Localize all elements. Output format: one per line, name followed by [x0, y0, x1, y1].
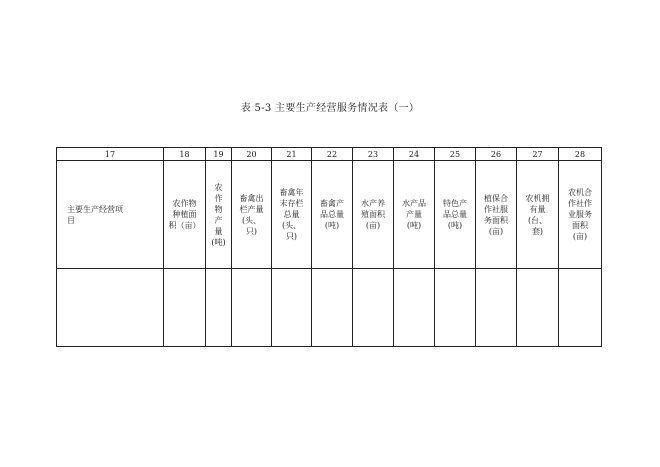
column-number: 27	[517, 148, 559, 161]
data-cell[interactable]	[517, 269, 559, 347]
header-livestock-products: 畜禽产 品总量 (吨)	[320, 199, 344, 230]
column-number: 26	[476, 148, 517, 161]
column-number: 19	[206, 148, 232, 161]
data-cell[interactable]	[476, 269, 517, 347]
header-cell	[164, 161, 206, 269]
data-cell[interactable]	[435, 269, 476, 347]
table-title: 表 5-3 主要生产经营服务情况表（一）	[240, 103, 420, 114]
header-machinery-count: 农机拥 有量 (台、 套)	[525, 193, 550, 236]
header-aquatic-output: 水产品 产量 (吨)	[402, 199, 426, 230]
header-cell	[57, 161, 164, 269]
service-table	[56, 147, 602, 347]
data-cell[interactable]	[353, 269, 394, 347]
header-plant-protection-area: 植保合 作社服 务面积 (亩)	[484, 193, 508, 236]
column-number: 20	[232, 148, 272, 161]
table-row	[57, 269, 602, 347]
column-number: 25	[435, 148, 476, 161]
column-number: 24	[394, 148, 435, 161]
data-cell[interactable]	[164, 269, 206, 347]
column-header-row	[57, 161, 602, 269]
column-number: 23	[353, 148, 394, 161]
header-cell	[353, 161, 394, 269]
header-cell	[394, 161, 435, 269]
header-aquaculture-area: 水产养 殖面积 (亩)	[361, 199, 385, 230]
data-cell[interactable]	[272, 269, 312, 347]
data-cell[interactable]	[559, 269, 602, 347]
column-number: 18	[164, 148, 206, 161]
header-cell	[559, 161, 602, 269]
header-cell	[312, 161, 353, 269]
header-crop-yield: 农 作 物 产 量 (吨)	[211, 182, 226, 247]
data-cell[interactable]	[206, 269, 232, 347]
header-livestock-output: 畜禽出 栏产量 (头、 只)	[239, 193, 264, 236]
header-main-project: 主要生产经营项 目	[67, 204, 123, 225]
column-number-row	[57, 148, 602, 161]
header-cell	[435, 161, 476, 269]
data-cell[interactable]	[57, 269, 164, 347]
header-machinery-service-area: 农机合 作社作 业服务 面积 (亩)	[568, 188, 592, 241]
data-cell[interactable]	[394, 269, 435, 347]
data-cell[interactable]	[312, 269, 353, 347]
header-specialty-products: 特色产 品总量 (吨)	[443, 199, 467, 230]
header-cell	[517, 161, 559, 269]
header-cell	[476, 161, 517, 269]
data-cell[interactable]	[232, 269, 272, 347]
header-cell	[206, 161, 232, 269]
column-number: 22	[312, 148, 353, 161]
column-number: 17	[57, 148, 164, 161]
header-crop-area: 农作物 种植面 积（亩）	[168, 199, 201, 230]
column-number: 28	[559, 148, 602, 161]
header-cell	[272, 161, 312, 269]
header-cell	[232, 161, 272, 269]
header-livestock-stock: 畜禽年 末存栏 总量 (头、 只)	[279, 188, 304, 241]
column-number: 21	[272, 148, 312, 161]
